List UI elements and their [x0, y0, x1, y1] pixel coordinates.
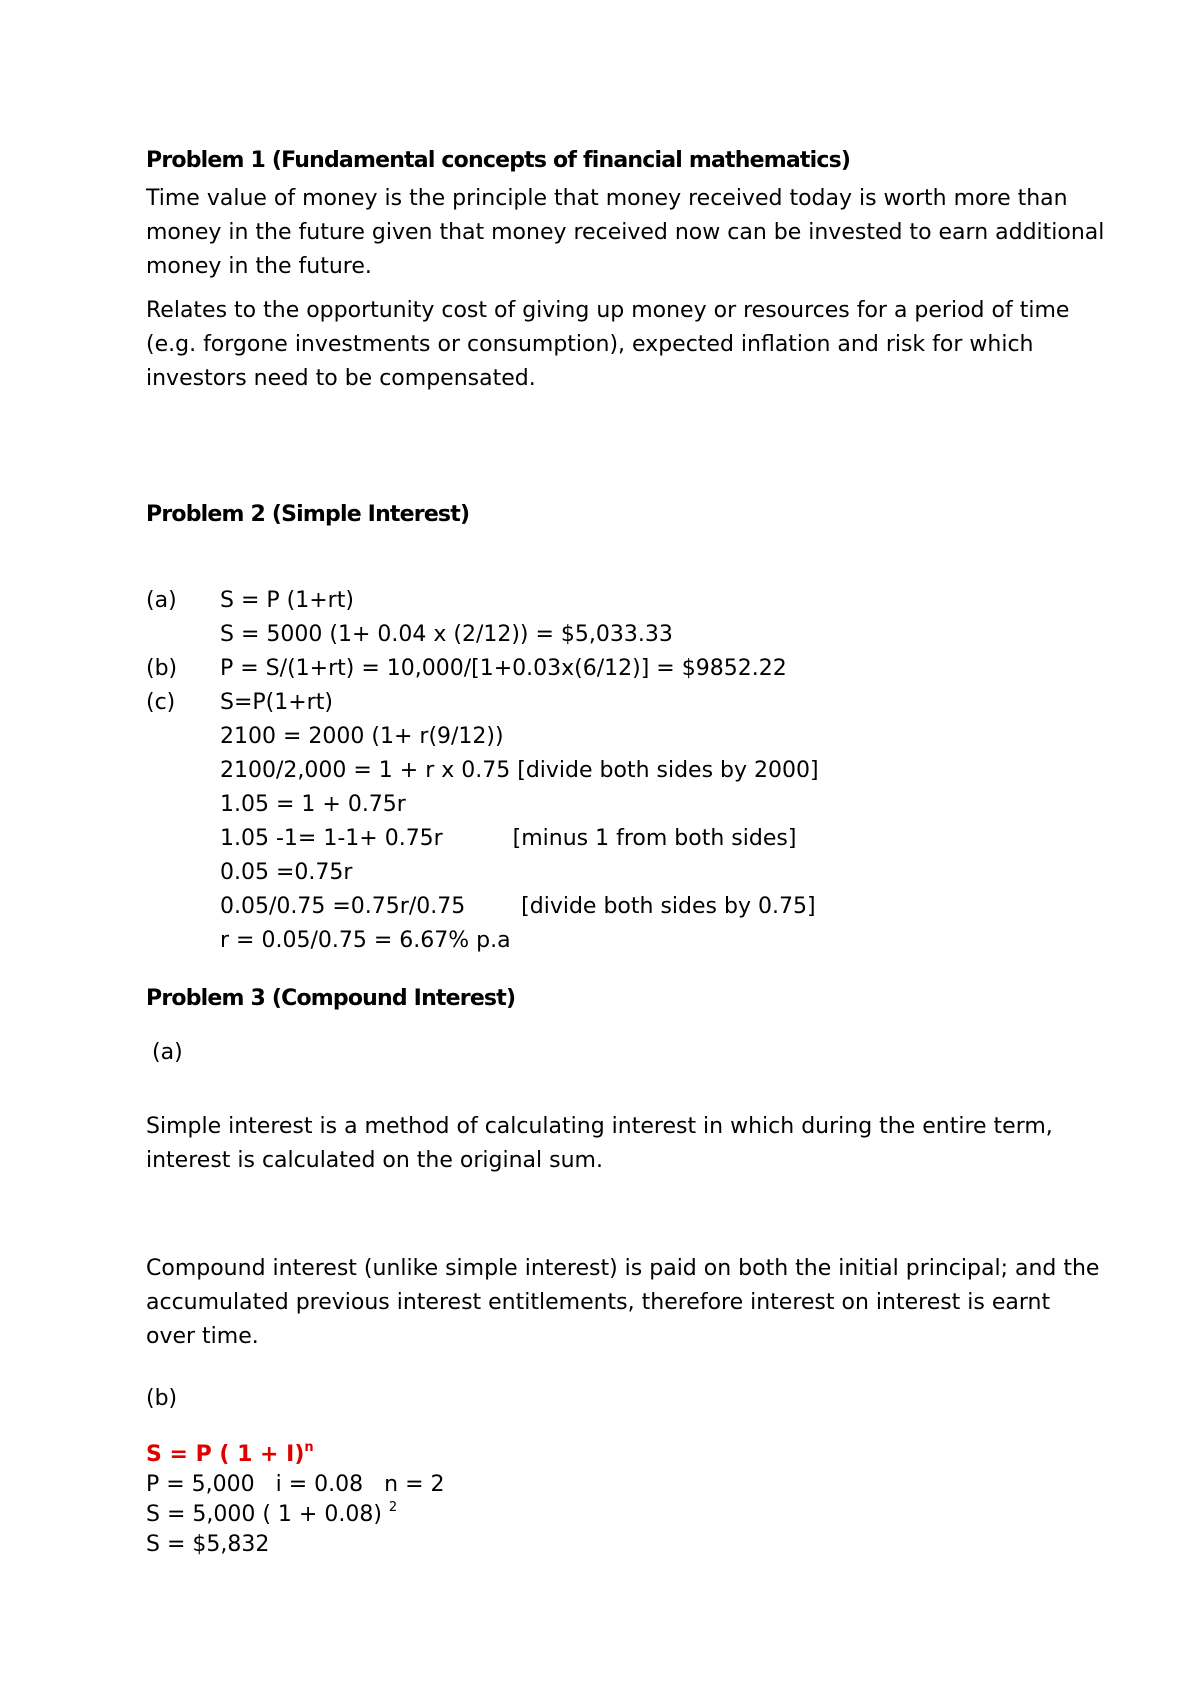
equation-line: 0.05/0.75 =0.75r/0.75 [divide both sides by 0.75] — [220, 894, 816, 919]
part-c-label: (c) — [146, 690, 176, 715]
formula-exponent: n — [304, 1440, 314, 1455]
equation-line: 0.05 =0.75r — [220, 860, 353, 885]
compound-formula — [146, 1442, 314, 1467]
equation-line: S=P(1+rt) — [220, 690, 333, 715]
simple-interest-paragraph: Simple interest is a method of calculating interest in which during the entire term, interest is calculated on the original sum. — [146, 1114, 1053, 1173]
equation-line: r = 0.05/0.75 = 6.67% p.a — [220, 928, 511, 953]
calculation-exponent: 2 — [388, 1500, 398, 1515]
part-b-label: (b) — [146, 656, 178, 681]
problem-3-heading: Problem 3 (Compound Interest) — [146, 986, 516, 1011]
part-a-label: (a) — [152, 1040, 183, 1065]
problem-1-paragraph-2: Relates to the opportunity cost of giving up money or resources for a period of time (e.g. forgone investments or consumption), expected inflation and risk for which investors need to be compensated. — [146, 298, 1070, 391]
calculation-line — [146, 1502, 397, 1527]
problem-1-paragraph-1: Time value of money is the principle that money received today is worth more than money in the future given that money received now can be invested to earn additional money in the future. — [146, 186, 1105, 279]
compound-formula-text: S = P ( 1 + I) — [146, 1442, 305, 1467]
part-b-label: (b) — [146, 1386, 178, 1411]
calculation-text: S = 5,000 ( 1 + 0.08) — [146, 1502, 382, 1527]
part-a-label: (a) — [146, 588, 177, 613]
compound-interest-paragraph: Compound interest (unlike simple interest) is paid on both the initial principal; and the accumulated previous interest entitlements, therefore interest on interest is earnt over time. — [146, 1256, 1100, 1349]
equation-line: P = S/(1+rt) = 10,000/[1+0.03x(6/12)] = $9852.22 — [220, 656, 787, 681]
equation-line: 2100 = 2000 (1+ r(9/12)) — [220, 724, 504, 749]
equation-line: S = 5000 (1+ 0.04 x (2/12)) = $5,033.33 — [220, 622, 673, 647]
given-values: P = 5,000 i = 0.08 n = 2 — [146, 1472, 445, 1497]
equation-line: 1.05 = 1 + 0.75r — [220, 792, 406, 817]
equation-line: 1.05 -1= 1-1+ 0.75r [minus 1 from both sides] — [220, 826, 797, 851]
equation-line: S = P (1+rt) — [220, 588, 354, 613]
result-line: S = $5,832 — [146, 1532, 270, 1557]
equation-line: 2100/2,000 = 1 + r x 0.75 [divide both sides by 2000] — [220, 758, 819, 783]
problem-2-heading: Problem 2 (Simple Interest) — [146, 502, 470, 527]
problem-1-heading: Problem 1 (Fundamental concepts of financial mathematics) — [146, 148, 851, 173]
